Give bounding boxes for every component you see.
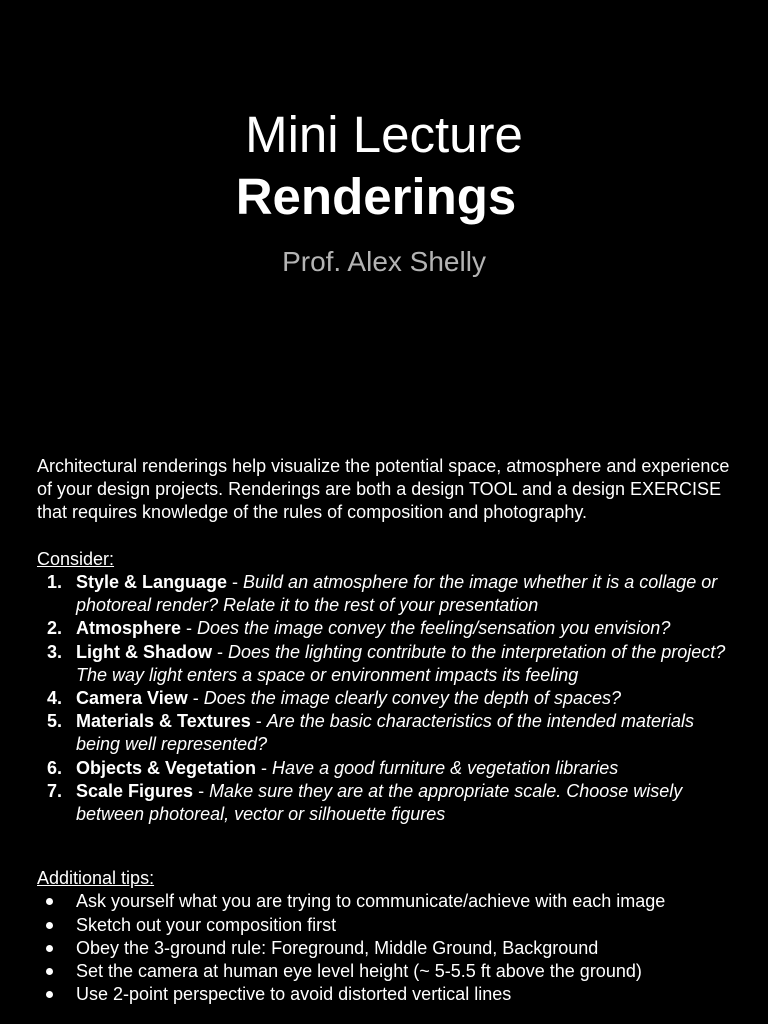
- consider-item-scale-figures: [37, 780, 737, 826]
- item-description: Build an atmosphere for the image whether it is a collage or photoreal render? Relate it to the rest of your presentation: [76, 572, 718, 616]
- item-description: Does the image clearly convey the depth of spaces?: [203, 688, 621, 709]
- author-subtitle: Prof. Alex Shelly: [282, 246, 486, 277]
- content-body: [37, 455, 737, 1006]
- item-separator: -: [193, 780, 210, 801]
- bullet-icon: [46, 945, 53, 952]
- item-term: Scale Figures: [76, 780, 194, 801]
- item-description: Are the basic characteristics of the intended materials being well represented?: [76, 711, 694, 755]
- item-separator: -: [256, 757, 273, 778]
- tip-item: [37, 937, 737, 960]
- item-number: 5.: [47, 711, 63, 732]
- item-term: Materials & Textures: [76, 711, 251, 732]
- tip-item: [37, 960, 737, 983]
- consider-list: [37, 571, 737, 826]
- item-term: Objects & Vegetation: [76, 757, 257, 778]
- consider-heading: Consider:: [37, 548, 115, 569]
- item-description: Does the image convey the feeling/sensation you envision?: [197, 618, 671, 639]
- item-description: Make sure they are at the appropriate scale. Choose wisely between photoreal, vector or silhouette figures: [76, 780, 683, 825]
- tip-text: Use 2-point perspective to avoid distorted vertical lines: [76, 984, 512, 1005]
- item-term: Camera View: [76, 688, 188, 709]
- tip-text: Set the camera at human eye level height (~ 5-5.5 ft above the ground): [76, 961, 642, 982]
- item-description: Does the lighting contribute to the interpretation of the project? The way light enters a space or environment impacts its feeling: [76, 641, 726, 685]
- item-number: 6.: [47, 757, 63, 778]
- item-separator: -: [181, 618, 198, 639]
- item-number: 1.: [47, 572, 63, 592]
- item-number: 3.: [47, 641, 63, 662]
- additional-tips-heading: Additional tips:: [37, 868, 155, 889]
- item-number: 4.: [47, 688, 63, 709]
- item-term: Style & Language: [76, 572, 228, 592]
- item-separator: -: [250, 711, 267, 732]
- item-number: 2.: [47, 618, 63, 639]
- tip-text: Obey the 3-ground rule: Foreground, Middle Ground, Background: [76, 937, 599, 958]
- consider-item-camera-view: [37, 687, 737, 710]
- bullet-icon: [46, 991, 53, 998]
- item-term: Atmosphere: [76, 618, 182, 639]
- item-description: Have a good furniture & vegetation libraries: [272, 757, 619, 778]
- tip-item: [37, 890, 737, 913]
- consider-item-light-shadow: [37, 641, 737, 687]
- consider-item-objects-vegetation: [37, 757, 737, 780]
- item-separator: -: [227, 572, 244, 592]
- tip-item: [37, 914, 737, 937]
- title-line-2: Renderings: [235, 168, 517, 225]
- intro-paragraph: Architectural renderings help visualize the potential space, atmosphere and experience of your design projects. Renderings are both a design TOOL and a design EXERCISE that requires knowledge of the rules of composition and photography.: [37, 456, 730, 523]
- item-separator: -: [211, 641, 228, 662]
- consider-item-style-language: [37, 571, 737, 617]
- tip-item: [37, 983, 737, 1006]
- bullet-icon: [46, 898, 53, 905]
- item-number: 7.: [47, 780, 63, 801]
- tip-text: Sketch out your composition first: [76, 914, 337, 935]
- title-line-1: Mini Lecture: [245, 106, 523, 163]
- tips-list: [37, 890, 737, 1006]
- consider-item-atmosphere: [37, 617, 737, 640]
- consider-item-materials-textures: [37, 710, 737, 756]
- bullet-icon: [46, 968, 53, 975]
- title-block: [0, 104, 768, 228]
- bullet-icon: [46, 922, 53, 929]
- tip-text: Ask yourself what you are trying to communicate/achieve with each image: [76, 891, 666, 912]
- item-separator: -: [187, 688, 204, 709]
- item-term: Light & Shadow: [76, 641, 212, 662]
